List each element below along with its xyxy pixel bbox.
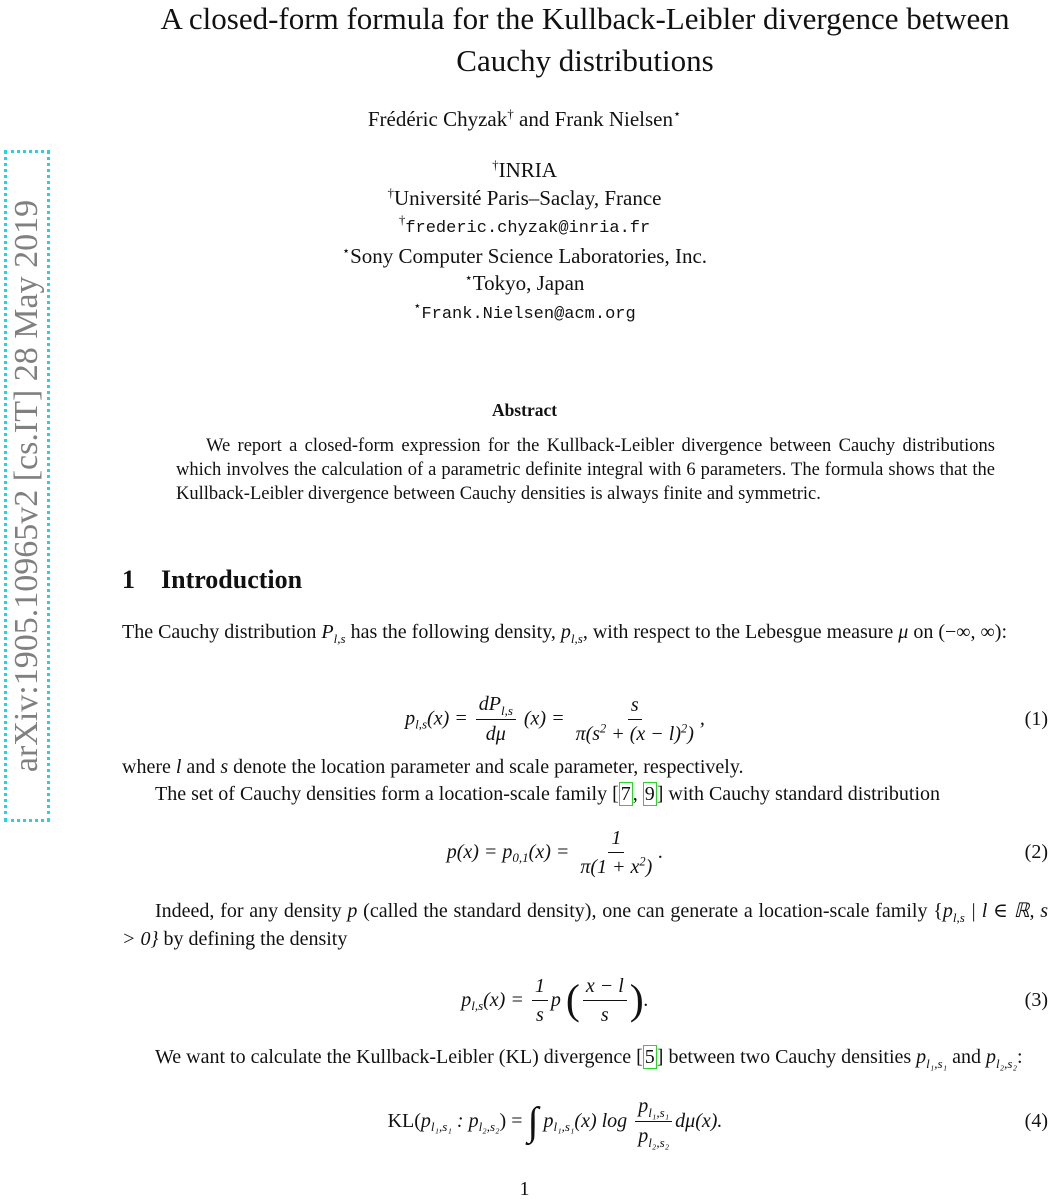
email-link[interactable]: Frank.Nielsen@acm.org bbox=[421, 304, 636, 324]
math: | l ∈ ℝ, s > 0} bbox=[122, 900, 1049, 950]
numerator: 1 bbox=[532, 974, 548, 1001]
equation-number: (1) bbox=[1024, 707, 1048, 730]
affiliation-text: Tokyo, Japan bbox=[472, 271, 585, 295]
math: p bbox=[405, 707, 416, 730]
math-sub: l₁,s₁ bbox=[926, 1056, 948, 1071]
math: p bbox=[543, 1110, 554, 1132]
math-sub: l,s bbox=[333, 631, 346, 646]
math: p bbox=[468, 1110, 479, 1132]
fraction bbox=[476, 692, 516, 746]
math: dμ(x). bbox=[675, 1110, 723, 1132]
math: , bbox=[699, 707, 705, 730]
equation-4 bbox=[122, 1094, 1048, 1149]
math: s bbox=[220, 756, 229, 778]
equation-2 bbox=[122, 826, 1048, 879]
text: by defining the density bbox=[158, 927, 348, 950]
paragraph-1 bbox=[122, 619, 1048, 647]
denominator: dμ bbox=[485, 723, 506, 745]
section-title: Introduction bbox=[161, 565, 303, 594]
math-sub: l₁,s₁ bbox=[430, 1119, 452, 1135]
text: The set of Cauchy densities form a location-scale family [ bbox=[155, 783, 619, 805]
math-sub: 0,1 bbox=[512, 850, 529, 866]
text: ] between two Cauchy densities bbox=[656, 1046, 917, 1068]
equation-3 bbox=[122, 974, 1048, 1027]
math-sub: l,s bbox=[500, 703, 513, 718]
math: KL( bbox=[387, 1110, 421, 1132]
author-conjunction: and bbox=[513, 107, 555, 131]
section-number: 1 bbox=[122, 565, 135, 594]
math: p bbox=[420, 1110, 431, 1132]
math-sub: l,s bbox=[570, 631, 583, 646]
math-sub: l₁,s₁ bbox=[553, 1119, 575, 1135]
math: p bbox=[461, 989, 472, 1011]
abstract-text: We report a closed-form expression for the Kullback-Leibler divergence between Cauchy distributions which involves the calculation of a parametric definite integral with 6 parameters. The formula shows that the Kullback-Leibler divergence between Cauchy densities is always finite and symmetric. bbox=[176, 436, 995, 504]
integral-sign: ∫ bbox=[527, 1098, 539, 1144]
numerator: dP bbox=[478, 693, 501, 715]
paper-title: A closed-form formula for the Kullback-Leibler divergence between Cauchy distributions bbox=[160, 1, 1010, 78]
affiliation-text: INRIA bbox=[498, 158, 557, 182]
math: ) = bbox=[499, 1110, 528, 1132]
page-number: 1 bbox=[519, 1178, 530, 1200]
author-2: Frank Nielsen bbox=[554, 107, 673, 131]
text: on (−∞, ∞): bbox=[908, 621, 1007, 643]
denominator: ) bbox=[687, 722, 694, 745]
fraction bbox=[635, 1094, 672, 1149]
fraction bbox=[573, 693, 697, 746]
affiliation-text: Université Paris–Saclay, France bbox=[394, 185, 662, 210]
abstract-heading: Abstract bbox=[491, 400, 558, 420]
affiliation bbox=[0, 270, 1049, 298]
affiliation-email bbox=[0, 298, 1049, 329]
math: ( bbox=[565, 977, 580, 1024]
text: has the following density, bbox=[345, 621, 561, 643]
math: (x) = bbox=[523, 707, 570, 730]
text: and bbox=[947, 1046, 987, 1068]
author-1-mark: † bbox=[507, 106, 514, 121]
math-sub: l₂,s₂ bbox=[648, 1135, 670, 1150]
text: and bbox=[181, 756, 221, 778]
math-sub: l₂,s₂ bbox=[478, 1119, 500, 1135]
math: P bbox=[321, 621, 334, 643]
math-sup: 2 bbox=[681, 720, 688, 735]
fraction bbox=[583, 974, 627, 1027]
numerator: x − l bbox=[583, 974, 627, 1001]
numerator: s bbox=[628, 693, 642, 720]
text: , with respect to the Lebesgue measure bbox=[582, 621, 899, 643]
denominator: s bbox=[535, 1004, 544, 1026]
arxiv-identifier: arXiv:1905.10965v2 [cs.IT] 28 May 2019 bbox=[8, 199, 45, 773]
section-heading bbox=[122, 565, 302, 595]
paragraph-5 bbox=[122, 1044, 1048, 1072]
affiliation-mark: † bbox=[492, 157, 499, 172]
equation-number: (3) bbox=[1024, 989, 1048, 1011]
affiliations bbox=[0, 157, 1049, 328]
text: The Cauchy distribution bbox=[122, 621, 322, 643]
equation-number: (4) bbox=[1024, 1110, 1048, 1132]
author-2-mark: ⋆ bbox=[672, 106, 682, 121]
citation-link[interactable]: 9 bbox=[644, 783, 655, 805]
paragraph-3 bbox=[122, 781, 1048, 809]
math: (x) log bbox=[574, 1110, 633, 1132]
math-sub: l,s bbox=[952, 910, 965, 925]
citation-link[interactable]: 5 bbox=[644, 1046, 655, 1068]
math: μ bbox=[898, 621, 909, 643]
fraction bbox=[577, 826, 655, 879]
denominator: π(1 + x bbox=[580, 856, 640, 878]
affiliation bbox=[0, 243, 1049, 271]
email-link[interactable]: frederic.chyzak@inria.fr bbox=[405, 219, 651, 238]
text: Indeed, for any density bbox=[155, 900, 348, 922]
affiliation-text: Sony Computer Science Laboratories, Inc. bbox=[350, 243, 708, 268]
numerator: 1 bbox=[608, 826, 624, 853]
affiliation-email bbox=[0, 212, 1049, 243]
denominator: ) bbox=[645, 856, 653, 878]
math: p(x) = p bbox=[446, 841, 513, 863]
math-sub: l,s bbox=[415, 716, 428, 732]
math: (x) = bbox=[528, 841, 575, 863]
math: ) bbox=[629, 977, 644, 1024]
citation-link[interactable]: 7 bbox=[620, 783, 631, 805]
equation-1 bbox=[122, 692, 1048, 746]
math-sub: l₁,s₁ bbox=[648, 1105, 670, 1120]
math-sub: l₂,s₂ bbox=[996, 1056, 1017, 1071]
math: . bbox=[643, 989, 649, 1011]
text: , bbox=[632, 783, 643, 805]
math: (x) = bbox=[427, 707, 473, 730]
math: p bbox=[347, 900, 358, 922]
text: (called the standard density), one can generate a location-scale family { bbox=[357, 900, 943, 922]
math: p bbox=[550, 989, 561, 1011]
affiliation-mark: † bbox=[398, 212, 406, 227]
denominator: + (x − l) bbox=[606, 722, 681, 745]
math: p bbox=[560, 621, 571, 643]
math: . bbox=[658, 841, 664, 863]
math-sup: 2 bbox=[639, 854, 646, 869]
affiliation-mark: † bbox=[387, 184, 395, 200]
author-1: Frédéric Chyzak bbox=[367, 107, 508, 131]
math: l bbox=[175, 756, 182, 778]
math-sup: 2 bbox=[600, 720, 607, 735]
text: We want to calculate the Kullback-Leibler (KL) divergence [ bbox=[155, 1046, 643, 1068]
math: p bbox=[916, 1046, 927, 1068]
math-sub: l,s bbox=[471, 998, 484, 1014]
affiliation-mark: ⋆ bbox=[413, 297, 422, 313]
affiliation-mark: ⋆ bbox=[464, 270, 473, 285]
fraction bbox=[532, 974, 548, 1027]
math: p bbox=[942, 900, 953, 922]
affiliation bbox=[0, 157, 1049, 185]
math: : bbox=[451, 1110, 469, 1132]
authors bbox=[0, 107, 1049, 132]
text: where bbox=[122, 756, 176, 778]
denominator: π(s bbox=[575, 722, 601, 745]
numerator: p bbox=[638, 1095, 649, 1117]
denominator: s bbox=[600, 1004, 609, 1026]
affiliation-mark: ⋆ bbox=[341, 242, 351, 258]
text: denote the location parameter and scale parameter, respectively. bbox=[228, 756, 744, 778]
paragraph-2 bbox=[122, 754, 1048, 782]
math: (x) = bbox=[483, 989, 529, 1011]
text: ] with Cauchy standard distribution bbox=[656, 783, 941, 805]
math: p bbox=[986, 1046, 997, 1068]
text: : bbox=[1017, 1046, 1023, 1068]
equation-number: (2) bbox=[1024, 841, 1048, 863]
denominator: p bbox=[638, 1125, 649, 1147]
affiliation bbox=[0, 185, 1049, 213]
paragraph-4 bbox=[122, 898, 1048, 953]
